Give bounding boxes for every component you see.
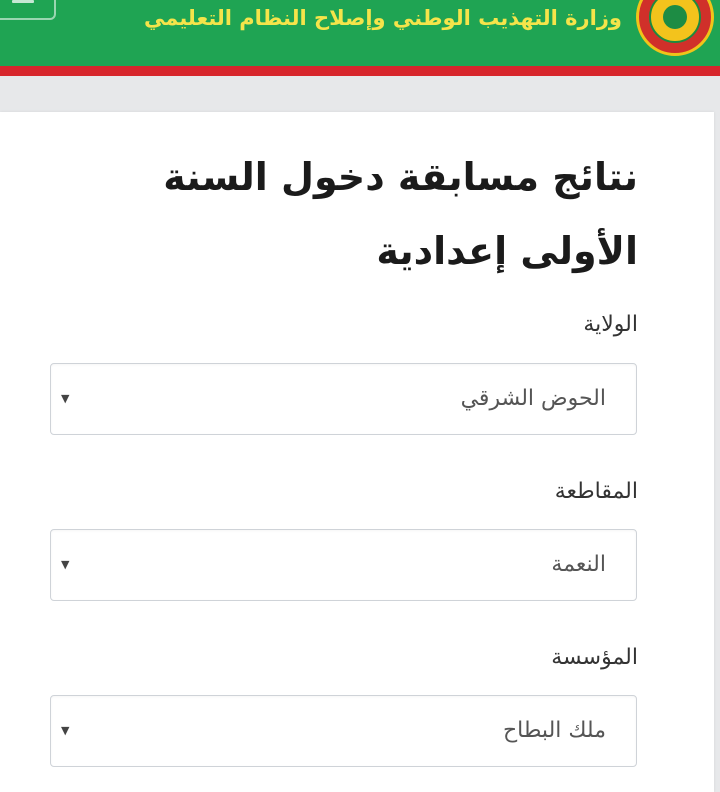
hamburger-menu-button[interactable]: [0, 0, 56, 20]
moughataa-selected-value: النعمة: [551, 552, 606, 577]
school-select[interactable]: [50, 695, 637, 767]
dropdown-arrow-icon: ▼: [61, 392, 70, 405]
page-title: نتائج مسابقة دخول السنة الأولى إعدادية: [163, 155, 638, 273]
header-red-stripe: [0, 66, 720, 76]
wilaya-label: الولاية: [583, 312, 638, 337]
wilaya-select[interactable]: [50, 363, 637, 435]
site-header: [0, 0, 720, 66]
hamburger-menu-icon: [12, 0, 34, 3]
dropdown-arrow-icon: ▼: [61, 558, 70, 571]
seal-emblem: [663, 5, 687, 29]
dropdown-arrow-icon: ▼: [61, 724, 70, 737]
ministry-seal-icon[interactable]: [636, 0, 714, 56]
moughataa-label: المقاطعة: [554, 479, 638, 504]
wilaya-selected-value: الحوض الشرقي: [460, 386, 606, 411]
moughataa-select[interactable]: [50, 529, 637, 601]
ministry-title: وزارة التهذيب الوطني وإصلاح النظام التعليمي: [144, 6, 622, 30]
school-selected-value: ملك البطاح: [502, 718, 606, 743]
school-label: المؤسسة: [551, 645, 638, 670]
seal-ring: [649, 0, 701, 43]
